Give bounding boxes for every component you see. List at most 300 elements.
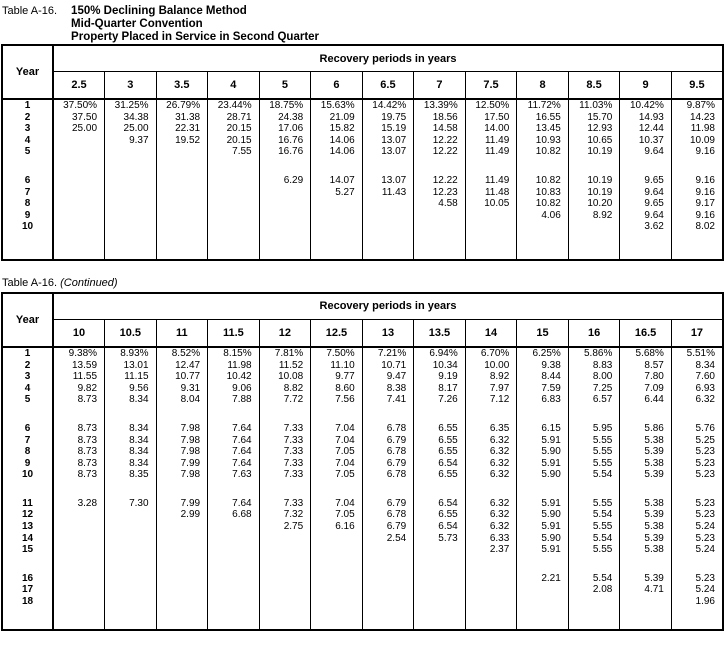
depreciation-rate-cell: 14.58 <box>414 123 466 135</box>
depreciation-rate-cell: 10.09 <box>671 135 723 147</box>
depreciation-rate-cell: 8.93% <box>105 347 157 360</box>
depreciation-rate-cell <box>53 210 105 222</box>
recovery-period-column-header: 13 <box>362 319 414 347</box>
table-row-year-4 <box>2 135 723 147</box>
depreciation-rate-cell: 5.55 <box>568 458 620 470</box>
depreciation-rate-cell <box>311 198 363 210</box>
year-cell: 3 <box>2 123 53 135</box>
table-row-year-5 <box>2 394 723 406</box>
depreciation-rate-cell <box>362 596 414 608</box>
year-cell: 7 <box>2 187 53 199</box>
depreciation-rate-cell: 17.06 <box>259 123 311 135</box>
depreciation-rate-cell: 12.23 <box>414 187 466 199</box>
depreciation-rate-cell: 7.99 <box>156 458 208 470</box>
depreciation-rate-cell: 6.94% <box>414 347 466 360</box>
depreciation-rate-cell: 10.00 <box>465 360 517 372</box>
depreciation-rate-cell: 11.55 <box>72 371 98 383</box>
depreciation-rate-cell <box>259 573 311 585</box>
depreciation-rate-cell: 15.63% <box>311 99 363 112</box>
depreciation-rate-cell: 10.42 <box>208 371 260 383</box>
table-title-block <box>0 0 725 44</box>
table-row-year-7 <box>2 187 723 199</box>
spacer-row <box>2 556 723 573</box>
depreciation-rate-cell: 8.57 <box>620 360 672 372</box>
depreciation-rate-cell: 14.00 <box>465 123 517 135</box>
depreciation-rate-cell <box>259 221 311 233</box>
table-row-year-1 <box>2 99 723 112</box>
year-cell: 1 <box>2 99 53 112</box>
depreciation-rate-cell: 9.64 <box>620 146 672 158</box>
recovery-period-column-header: 17 <box>671 319 723 347</box>
depreciation-rate-cell <box>517 221 569 233</box>
depreciation-rate-cell: 7.33 <box>259 435 311 447</box>
recovery-period-column-header: 10.5 <box>105 319 157 347</box>
depreciation-rate-cell <box>311 573 363 585</box>
depreciation-rate-cell: 7.97 <box>465 383 517 395</box>
depreciation-rate-cell: 6.44 <box>620 394 672 406</box>
depreciation-rate-cell: 9.38% <box>68 347 98 359</box>
depreciation-rate-cell: 12.47 <box>156 360 208 372</box>
table-row-year-2 <box>2 112 723 124</box>
depreciation-rate-cell <box>414 596 466 608</box>
depreciation-rate-cell: 7.05 <box>311 469 363 481</box>
year-cell: 18 <box>2 596 53 608</box>
depreciation-rate-cell: 11.49 <box>465 175 517 187</box>
depreciation-rate-cell: 3.28 <box>77 497 98 509</box>
depreciation-rate-cell: 7.98 <box>156 469 208 481</box>
year-cell: 6 <box>2 423 53 435</box>
table-title-line-1: 150% Declining Balance Method <box>71 5 247 17</box>
depreciation-rate-cell: 8.17 <box>414 383 466 395</box>
depreciation-rate-cell: 11.52 <box>259 360 311 372</box>
depreciation-rate-cell <box>568 596 620 608</box>
continued-table-number: Table A-16. <box>2 276 58 289</box>
depreciation-rate-cell: 6.32 <box>465 469 517 481</box>
year-cell: 2 <box>2 112 53 124</box>
depreciation-rate-cell: 5.38 <box>620 458 672 470</box>
recovery-period-column-header: 11 <box>156 319 208 347</box>
depreciation-rate-cell: 8.34 <box>671 360 723 372</box>
recovery-periods-header: Recovery periods in years <box>53 293 723 320</box>
depreciation-rate-cell: 6.32 <box>465 521 517 533</box>
table-row-year-8 <box>2 446 723 458</box>
depreciation-rate-cell: 10.83 <box>517 187 569 199</box>
recovery-period-column-header: 13.5 <box>414 319 466 347</box>
year-cell: 10 <box>2 469 53 481</box>
depreciation-rate-cell: 5.54 <box>568 469 620 481</box>
depreciation-rate-cell: 6.79 <box>362 435 414 447</box>
depreciation-rate-cell: 7.30 <box>105 498 157 510</box>
depreciation-rate-cell: 5.68% <box>620 347 672 360</box>
table-row-year-3 <box>2 123 723 135</box>
depreciation-rate-cell: 25.00 <box>105 123 157 135</box>
depreciation-rate-cell: 8.73 <box>77 422 98 434</box>
depreciation-rate-cell: 9.65 <box>620 175 672 187</box>
depreciation-rate-cell: 28.71 <box>208 112 260 124</box>
depreciation-rate-cell: 8.73 <box>77 469 98 481</box>
recovery-period-column-header: 9.5 <box>671 72 723 100</box>
depreciation-rate-cell: 12.22 <box>414 175 466 187</box>
depreciation-rate-cell <box>362 544 414 556</box>
depreciation-rate-cell: 10.93 <box>517 135 569 147</box>
depreciation-rate-cell: 9.38 <box>517 360 569 372</box>
recovery-period-column-header: 6 <box>311 72 363 100</box>
depreciation-rate-cell <box>53 584 105 596</box>
table-title-lines <box>71 5 319 44</box>
depreciation-rate-cell: 5.38 <box>620 435 672 447</box>
depreciation-rate-cell: 7.60 <box>671 371 723 383</box>
year-cell: 15 <box>2 544 53 556</box>
depreciation-rate-cell: 6.79 <box>362 498 414 510</box>
depreciation-rate-cell <box>53 135 105 147</box>
depreciation-rate-cell: 7.04 <box>311 458 363 470</box>
depreciation-rate-cell <box>53 521 105 533</box>
depreciation-rate-cell: 13.39% <box>414 99 466 112</box>
depreciation-rate-cell: 1.96 <box>671 596 723 608</box>
depreciation-rate-cell: 17.50 <box>465 112 517 124</box>
depreciation-rate-cell: 7.98 <box>156 423 208 435</box>
depreciation-rate-cell: 6.55 <box>414 469 466 481</box>
depreciation-rate-cell: 7.50% <box>311 347 363 360</box>
table-row-year-12 <box>2 509 723 521</box>
depreciation-rate-cell: 5.54 <box>568 533 620 545</box>
year-cell: 8 <box>2 198 53 210</box>
depreciation-rate-cell: 5.76 <box>671 423 723 435</box>
depreciation-rate-cell: 3.62 <box>620 221 672 233</box>
depreciation-rate-cell: 10.65 <box>568 135 620 147</box>
depreciation-rate-cell: 7.41 <box>362 394 414 406</box>
depreciation-rate-cell <box>311 221 363 233</box>
depreciation-rate-cell: 6.78 <box>362 423 414 435</box>
depreciation-rate-cell: 24.38 <box>259 112 311 124</box>
continued-suffix: (Continued) <box>60 276 118 289</box>
depreciation-rate-cell <box>105 146 157 158</box>
depreciation-rate-cell <box>362 210 414 222</box>
depreciation-rate-cell <box>53 187 105 199</box>
year-cell: 3 <box>2 371 53 383</box>
depreciation-rate-cell: 7.33 <box>259 446 311 458</box>
table-row-year-9 <box>2 210 723 222</box>
table-row-year-15 <box>2 544 723 556</box>
depreciation-rate-cell: 8.34 <box>105 446 157 458</box>
depreciation-rate-cell: 5.39 <box>620 509 672 521</box>
depreciation-rate-cell: 6.32 <box>465 435 517 447</box>
depreciation-rate-cell: 9.65 <box>620 198 672 210</box>
depreciation-rate-cell: 5.23 <box>671 446 723 458</box>
depreciation-rate-cell <box>311 210 363 222</box>
depreciation-rate-cell: 6.35 <box>465 423 517 435</box>
table-row-year-6 <box>2 423 723 435</box>
depreciation-rate-cell: 7.64 <box>208 458 260 470</box>
depreciation-rate-cell: 7.05 <box>311 446 363 458</box>
depreciation-rate-cell: 5.39 <box>620 533 672 545</box>
depreciation-rate-cell: 10.19 <box>568 146 620 158</box>
table-row-year-10 <box>2 469 723 481</box>
depreciation-rate-cell: 8.92 <box>465 371 517 383</box>
depreciation-rate-cell: 5.54 <box>568 573 620 585</box>
depreciation-rate-cell: 5.24 <box>671 521 723 533</box>
depreciation-rate-cell: 5.90 <box>517 533 569 545</box>
depreciation-rate-cell: 9.87% <box>671 99 723 112</box>
depreciation-rate-cell: 8.82 <box>259 383 311 395</box>
year-cell: 9 <box>2 458 53 470</box>
depreciation-rate-cell: 22.31 <box>156 123 208 135</box>
depreciation-rate-cell <box>208 533 260 545</box>
depreciation-rate-cell: 7.72 <box>259 394 311 406</box>
table-row-year-4 <box>2 383 723 395</box>
depreciation-rate-cell <box>156 533 208 545</box>
depreciation-rate-cell: 5.39 <box>620 469 672 481</box>
depreciation-rate-cell: 12.44 <box>620 123 672 135</box>
depreciation-rate-cell: 9.77 <box>311 371 363 383</box>
depreciation-rate-cell: 16.76 <box>259 135 311 147</box>
depreciation-rate-cell: 11.10 <box>311 360 363 372</box>
depreciation-rate-cell: 8.83 <box>568 360 620 372</box>
depreciation-rate-cell <box>105 509 157 521</box>
depreciation-rate-cell: 20.15 <box>208 135 260 147</box>
depreciation-rate-cell: 5.24 <box>671 544 723 556</box>
depreciation-rate-cell: 8.34 <box>105 435 157 447</box>
recovery-period-column-header: 7.5 <box>465 72 517 100</box>
depreciation-rate-cell <box>208 221 260 233</box>
depreciation-rate-cell: 6.15 <box>517 423 569 435</box>
recovery-period-column-header: 9 <box>620 72 672 100</box>
depreciation-rate-cell: 9.37 <box>105 135 157 147</box>
recovery-period-column-header: 5 <box>259 72 311 100</box>
depreciation-rate-cell: 16.55 <box>517 112 569 124</box>
depreciation-rate-cell: 14.23 <box>671 112 723 124</box>
depreciation-rate-cell: 5.38 <box>620 521 672 533</box>
depreciation-rate-cell: 6.79 <box>362 521 414 533</box>
depreciation-rate-cell: 25.00 <box>72 123 98 135</box>
depreciation-rate-cell <box>53 221 105 233</box>
depreciation-rate-cell: 6.55 <box>414 435 466 447</box>
depreciation-rate-cell: 5.51% <box>671 347 723 360</box>
depreciation-rate-cell: 5.90 <box>517 469 569 481</box>
depreciation-rate-cell: 5.86% <box>568 347 620 360</box>
depreciation-rate-cell: 8.73 <box>77 457 98 469</box>
depreciation-rate-cell <box>311 533 363 545</box>
depreciation-rate-cell <box>620 596 672 608</box>
depreciation-rate-cell <box>465 573 517 585</box>
depreciation-rate-cell: 10.34 <box>414 360 466 372</box>
depreciation-rate-cell: 7.64 <box>208 498 260 510</box>
depreciation-rate-cell: 5.90 <box>517 446 569 458</box>
recovery-periods-header: Recovery periods in years <box>53 45 723 72</box>
table-title-line-3: Property Placed in Service in Second Quarter <box>71 31 320 43</box>
table-row-year-13 <box>2 521 723 533</box>
recovery-period-column-header: 12.5 <box>311 319 363 347</box>
depreciation-rate-cell <box>156 175 208 187</box>
depreciation-rate-cell <box>259 544 311 556</box>
depreciation-rate-cell <box>53 146 105 158</box>
table-row-year-5 <box>2 146 723 158</box>
depreciation-rate-cell <box>105 596 157 608</box>
recovery-period-column-header: 3 <box>105 72 157 100</box>
recovery-period-column-header: 14 <box>465 319 517 347</box>
year-cell: 7 <box>2 435 53 447</box>
depreciation-rate-cell: 7.33 <box>259 498 311 510</box>
year-cell: 8 <box>2 446 53 458</box>
depreciation-rate-cell: 8.38 <box>362 383 414 395</box>
depreciation-rate-cell: 5.91 <box>517 498 569 510</box>
table-row-year-7 <box>2 435 723 447</box>
depreciation-rate-cell: 15.19 <box>362 123 414 135</box>
depreciation-rate-cell: 13.07 <box>362 146 414 158</box>
year-cell: 16 <box>2 573 53 585</box>
depreciation-rate-cell: 8.73 <box>77 434 98 446</box>
depreciation-rate-cell: 7.56 <box>311 394 363 406</box>
depreciation-rate-cell: 13.45 <box>517 123 569 135</box>
depreciation-rate-cell <box>414 221 466 233</box>
depreciation-rate-cell: 5.55 <box>568 446 620 458</box>
spacer-row <box>2 406 723 423</box>
depreciation-rate-cell <box>259 533 311 545</box>
depreciation-rate-cell: 7.04 <box>311 423 363 435</box>
depreciation-rate-cell <box>208 175 260 187</box>
depreciation-rate-cell: 5.55 <box>568 521 620 533</box>
depreciation-rate-cell: 8.02 <box>671 221 723 233</box>
depreciation-rate-cell: 37.50 <box>72 111 98 123</box>
depreciation-rate-cell: 5.23 <box>671 533 723 545</box>
depreciation-rate-cell: 6.83 <box>517 394 569 406</box>
year-column-header: Year <box>2 45 53 99</box>
depreciation-rate-cell: 9.47 <box>362 371 414 383</box>
depreciation-rate-cell: 8.73 <box>77 394 98 406</box>
depreciation-rate-cell <box>362 221 414 233</box>
depreciation-rate-cell: 18.56 <box>414 112 466 124</box>
depreciation-rate-cell: 34.38 <box>105 112 157 124</box>
depreciation-rate-cell: 23.44% <box>208 99 260 112</box>
recovery-period-column-header: 6.5 <box>362 72 414 100</box>
depreciation-rate-cell: 8.35 <box>105 469 157 481</box>
depreciation-rate-cell: 2.37 <box>465 544 517 556</box>
depreciation-rate-cell: 6.32 <box>465 498 517 510</box>
depreciation-rate-cell <box>156 596 208 608</box>
depreciation-rate-cell <box>414 584 466 596</box>
recovery-period-column-header: 15 <box>517 319 569 347</box>
depreciation-rate-cell <box>156 544 208 556</box>
recovery-period-column-header: 16 <box>568 319 620 347</box>
depreciation-rate-cell: 21.09 <box>311 112 363 124</box>
depreciation-rate-cell: 2.75 <box>259 521 311 533</box>
depreciation-rate-cell: 12.50% <box>465 99 517 112</box>
depreciation-rate-cell: 6.54 <box>414 458 466 470</box>
depreciation-rate-cell: 5.91 <box>517 521 569 533</box>
depreciation-rate-cell: 7.32 <box>259 509 311 521</box>
depreciation-rate-cell: 13.07 <box>362 175 414 187</box>
depreciation-rate-cell: 5.91 <box>517 544 569 556</box>
depreciation-rate-cell: 5.39 <box>620 573 672 585</box>
depreciation-rate-cell: 5.23 <box>671 498 723 510</box>
depreciation-rate-cell <box>414 573 466 585</box>
depreciation-rate-cell: 6.79 <box>362 458 414 470</box>
depreciation-rate-cell: 5.24 <box>671 584 723 596</box>
depreciation-rate-cell: 11.49 <box>465 135 517 147</box>
depreciation-rate-cell: 6.78 <box>362 469 414 481</box>
depreciation-rate-cell: 6.68 <box>208 509 260 521</box>
depreciation-rate-cell <box>208 596 260 608</box>
table-row-year-18 <box>2 596 723 608</box>
depreciation-rate-cell: 13.01 <box>105 360 157 372</box>
depreciation-rate-cell <box>105 521 157 533</box>
depreciation-rate-cell: 6.16 <box>311 521 363 533</box>
depreciation-rate-cell: 5.38 <box>620 498 672 510</box>
depreciation-rate-cell: 7.55 <box>208 146 260 158</box>
table-row-year-10 <box>2 221 723 233</box>
depreciation-rate-cell: 7.63 <box>208 469 260 481</box>
depreciation-rate-cell: 18.75% <box>259 99 311 112</box>
depreciation-rate-cell <box>208 573 260 585</box>
depreciation-rate-cell <box>156 573 208 585</box>
depreciation-rate-cell: 11.15 <box>105 371 157 383</box>
depreciation-rate-cell: 8.34 <box>105 458 157 470</box>
depreciation-rate-cell <box>105 175 157 187</box>
depreciation-rate-cell <box>53 533 105 545</box>
depreciation-rate-cell: 5.54 <box>568 509 620 521</box>
depreciation-rate-cell: 5.23 <box>671 458 723 470</box>
depreciation-rate-cell <box>156 521 208 533</box>
depreciation-rate-cell: 8.52% <box>156 347 208 360</box>
depreciation-rate-cell <box>465 221 517 233</box>
depreciation-rate-cell: 10.77 <box>156 371 208 383</box>
depreciation-rate-cell: 16.76 <box>259 146 311 158</box>
table-row-year-16 <box>2 573 723 585</box>
depreciation-rate-cell: 10.05 <box>465 198 517 210</box>
depreciation-rate-cell: 6.93 <box>671 383 723 395</box>
depreciation-rate-cell <box>517 596 569 608</box>
depreciation-rate-cell: 5.91 <box>517 435 569 447</box>
filler-row <box>2 233 723 260</box>
depreciation-rate-cell: 10.82 <box>517 175 569 187</box>
table-continued-caption <box>2 277 725 289</box>
depreciation-rate-cell: 9.19 <box>414 371 466 383</box>
depreciation-rate-cell: 8.34 <box>105 394 157 406</box>
depreciation-rate-cell <box>53 175 105 187</box>
depreciation-rate-cell: 9.06 <box>208 383 260 395</box>
depreciation-rate-cell: 2.54 <box>362 533 414 545</box>
depreciation-rate-cell: 11.49 <box>465 146 517 158</box>
depreciation-rate-cell: 7.99 <box>156 498 208 510</box>
depreciation-rate-cell <box>259 584 311 596</box>
depreciation-rate-cell <box>568 221 620 233</box>
depreciation-rate-cell: 6.32 <box>671 394 723 406</box>
depreciation-rate-cell: 7.81% <box>259 347 311 360</box>
depreciation-rate-cell: 8.44 <box>517 371 569 383</box>
year-cell: 12 <box>2 509 53 521</box>
depreciation-rate-cell: 37.50% <box>63 100 98 111</box>
year-cell: 4 <box>2 135 53 147</box>
depreciation-rate-cell <box>156 146 208 158</box>
recovery-period-column-header: 8.5 <box>568 72 620 100</box>
depreciation-rate-cell: 6.78 <box>362 509 414 521</box>
depreciation-rate-cell: 7.64 <box>208 423 260 435</box>
depreciation-rate-cell <box>105 533 157 545</box>
depreciation-rate-cell: 14.06 <box>311 146 363 158</box>
depreciation-rate-cell: 4.58 <box>414 198 466 210</box>
depreciation-rate-cell: 11.98 <box>671 123 723 135</box>
recovery-period-column-header: 4 <box>208 72 260 100</box>
depreciation-rate-cell: 14.93 <box>620 112 672 124</box>
depreciation-rate-cell: 2.99 <box>156 509 208 521</box>
table-row-year-9 <box>2 458 723 470</box>
depreciation-rate-cell: 7.09 <box>620 383 672 395</box>
recovery-period-column-header: 16.5 <box>620 319 672 347</box>
depreciation-rate-cell: 6.54 <box>414 498 466 510</box>
depreciation-rate-cell <box>259 596 311 608</box>
year-cell: 9 <box>2 210 53 222</box>
depreciation-rate-cell: 10.20 <box>568 198 620 210</box>
